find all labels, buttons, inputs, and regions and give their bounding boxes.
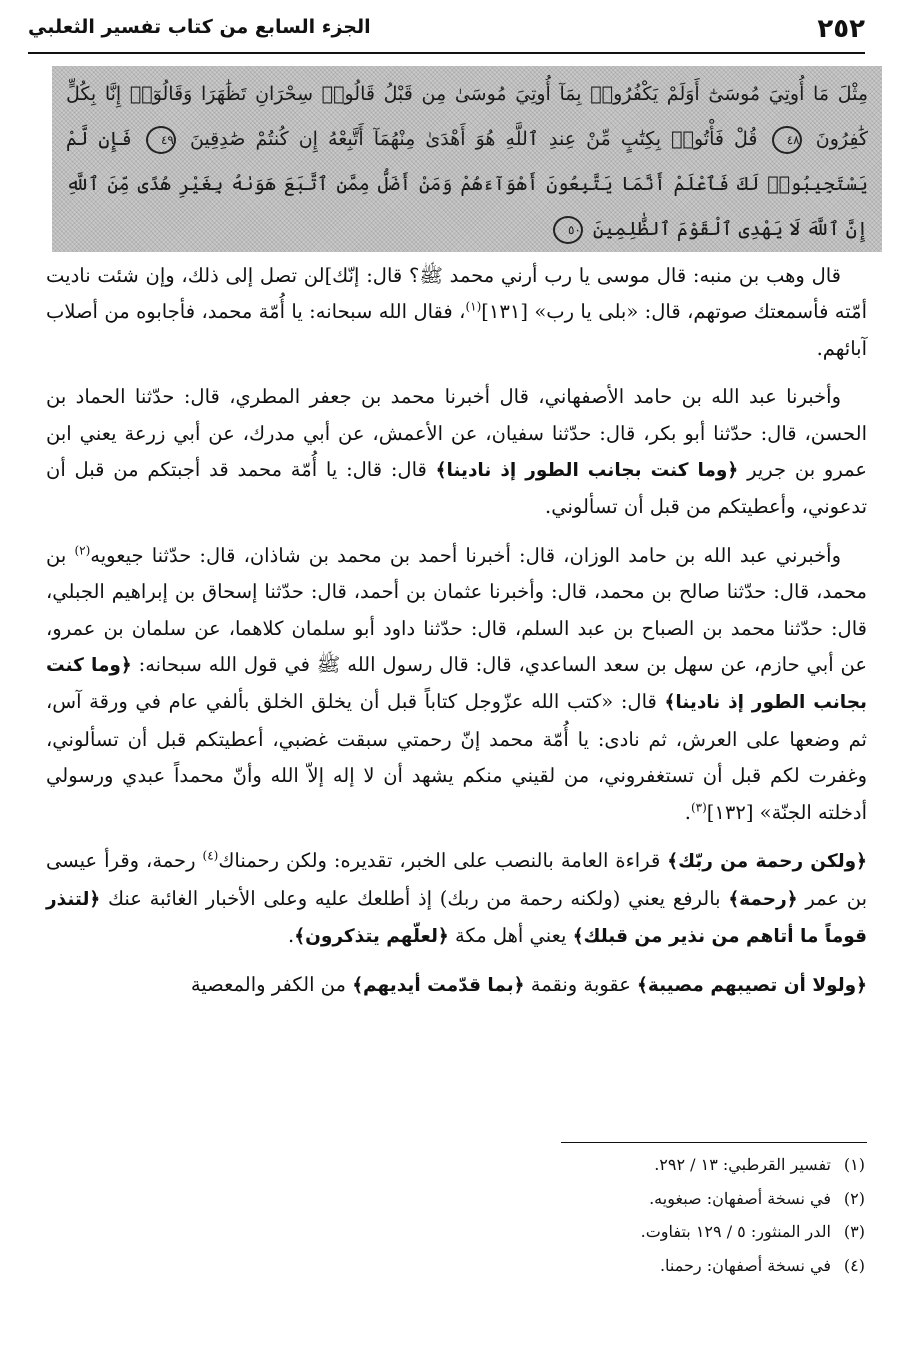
footnote-text: الدر المنثور: ٥ / ١٢٩ بتفاوت.	[640, 1222, 831, 1241]
paragraph-text: قال وهب بن منبه: قال موسى يا رب أرني محمد ﷺ؟ قال: إنّك]لن تصل إلى ذلك، وإن شئت ناديت أمّته فأسمعتك صوتهم، قال: «بلى يا رب» [١٣١]	[46, 264, 867, 324]
quran-quote: ﴿وما كنت بجانب الطور إذ نادينا﴾	[46, 655, 868, 714]
paragraph	[46, 258, 867, 367]
paragraph-text: من الكفر والمعصية	[190, 973, 346, 997]
footnote-number: (١)	[843, 1155, 865, 1174]
ayah-number-marker: ٥٠	[553, 216, 583, 244]
paragraph-text: وأخبرنا عبد الله بن حامد الأصفهاني، قال أخبرنا محمد بن جعفر المطري، قال: حدّثنا الحماد بن الحسن، قال: حدّثنا أبو بكر، قال: حدّثنا سفيان، عن الأعمش، عن أبي مدرك، عن أبي زرعة يعني ابن عمرو بن جرير	[46, 385, 867, 482]
footnote-number: (٣)	[843, 1222, 865, 1241]
footnote-number: (٤)	[843, 1255, 865, 1275]
footnote-ref: (١)	[465, 299, 482, 314]
quran-quote: ﴿لتنذر قوماً ما أتاهم من نذير من قبلك﴾	[46, 888, 867, 947]
commentary-body	[46, 258, 867, 1017]
footnote	[200, 1182, 865, 1216]
paragraph-text: ، فقال الله سبحانه: يا أُمّة محمد، فأجابوه من أصلاب آبائهم.	[46, 300, 867, 360]
quran-quote: ﴿ولكن رحمة من ربّك﴾	[667, 851, 868, 873]
quran-verse-text: فَإِن لَّمْ يَسْتَجِيبُوا۟ لَكَ فَٱعْلَمْ أَنَّمَا يَتَّبِعُونَ أَهْوَآءَهُمْ وَمَنْ أَضَلُّ مِمَّنِ ٱتَّبَعَ هَوَىٰهُ بِغَيْرِ هُدًى مِّنَ ٱللَّهِ إِنَّ ٱللَّهَ لَا يَهْدِى ٱلْقَوْمَ ٱلظَّٰلِمِينَ	[66, 128, 868, 240]
quran-verses-box	[52, 66, 882, 252]
running-title: الجزء السابع من كتاب تفسير الثعلبي	[28, 16, 371, 38]
footnote-number: (٢)	[843, 1188, 865, 1208]
ayah-number-marker: ٤٨	[772, 126, 802, 154]
page-number: ٢٥٢	[817, 14, 865, 44]
paragraph-text: بن محمد، قال: حدّثنا صالح بن محمد، قال: وأخبرنا عثمان بن أحمد، قال: حدّثنا إسحاق بن إبراهيم الجبلي، قال: حدّثنا محمد بن الصباح بن عبد السلم، قال: حدّثنا داود أبو سلمان كلاهما، عن سلمان بن عمرو، عن أبي حازم، عن سهل بن سعد الساعدي، قال: قال رسول الله ﷺ في قول الله سبحانه:	[46, 543, 867, 677]
footnotes	[200, 1148, 865, 1282]
footnote-ref: (٤)	[202, 848, 219, 863]
paragraph-text: قال: قال: يا أُمّة محمد قد أجبتكم من قبل أن تدعوني، وأعطيتكم من قبل أن تسألوني.	[46, 458, 867, 519]
footnote-text: تفسير القرطبي: ١٣ / ٢٩٢.	[654, 1155, 831, 1174]
paragraph-text: .	[684, 800, 691, 824]
paragraph-text: قراءة العامة بالنصب على الخبر، تقديره: ولكن رحمناك	[218, 849, 661, 873]
quran-quote: ﴿رحمة﴾	[728, 888, 798, 910]
footnote	[200, 1215, 865, 1249]
quran-quote: ﴿وما كنت بجانب الطور إذ نادينا﴾	[435, 460, 739, 482]
quran-quote: ﴿لعلّهم يتذكرون﴾	[294, 925, 449, 947]
quran-quote: ﴿ولولا أن تصيبهم مصيبة﴾	[637, 975, 867, 997]
footnote	[200, 1249, 865, 1283]
footnote-ref: (٢)	[74, 543, 91, 558]
paragraph	[46, 538, 867, 831]
footnote-text: في نسخة أصفهان: رحمنا.	[659, 1255, 831, 1275]
paragraph-text: .	[288, 923, 295, 947]
footnote-ref: (٣)	[690, 800, 707, 815]
paragraph	[46, 843, 867, 955]
quran-verse-text: قُلْ فَأْتُوا۟ بِكِتَٰبٍ مِّنْ عِندِ ٱللَّهِ هُوَ أَهْدَىٰ مِنْهُمَآ أَتَّبِعْهُ إِن كُنتُمْ صَٰدِقِينَ	[189, 128, 758, 150]
paragraph	[46, 379, 867, 526]
ayah-number-marker: ٤٩	[146, 126, 176, 154]
footnote-divider	[561, 1142, 867, 1143]
paragraph-text: يعني أهل مكة	[454, 923, 567, 947]
paragraph-text: رحمة، وقرأ عيسى بن عمر	[46, 849, 868, 910]
paragraph-text: بالرفع يعني (ولكنه رحمة من ربك) إذ أطلعك عليه وعلى الأخبار الغائبة عنك	[107, 886, 721, 910]
paragraph-text: عقوبة ونقمة	[530, 973, 631, 997]
quran-verse-text: مِثْلَ مَا أُوتِيَ مُوسَىٰٓ أَوَلَمْ يَكْفُرُوا۟ بِمَآ أُوتِيَ مُوسَىٰ مِن قَبْلُ قَالُوا۟ سِحْرَانِ تَظَٰهَرَا وَقَالُوٓا۟ إِنَّا بِكُلٍّ كَٰفِرُونَ	[66, 83, 869, 150]
paragraph	[46, 967, 867, 1004]
footnote-text: في نسخة أصفهان: صبغويه.	[649, 1188, 831, 1208]
quran-quote: ﴿بما قدّمت أيديهم﴾	[352, 975, 525, 997]
footnote	[200, 1148, 865, 1182]
paragraph-text: قال: «كتب الله عزّوجل كتاباً قبل أن يخلق الخلق بألفي عام في ورقة آس، ثم وضعها على العرش، ثم نادى: يا أُمّة محمد إنّ رحمتي سبقت غضبي، أعطيتكم قبل أن تسألوني، وغفرت لكم قبل أن تستغفروني، من لقيني منكم يشهد أن لا إله إلاّ الله وأنّ محمداً عبدي ورسولي أدخلته الجنّة» [١٣٢]	[46, 690, 867, 824]
paragraph-text: وأخبرني عبد الله بن حامد الوزان، قال: أخبرنا أحمد بن محمد بن شاذان، قال: حدّثنا جيعويه	[90, 543, 841, 567]
page-header	[28, 12, 865, 54]
